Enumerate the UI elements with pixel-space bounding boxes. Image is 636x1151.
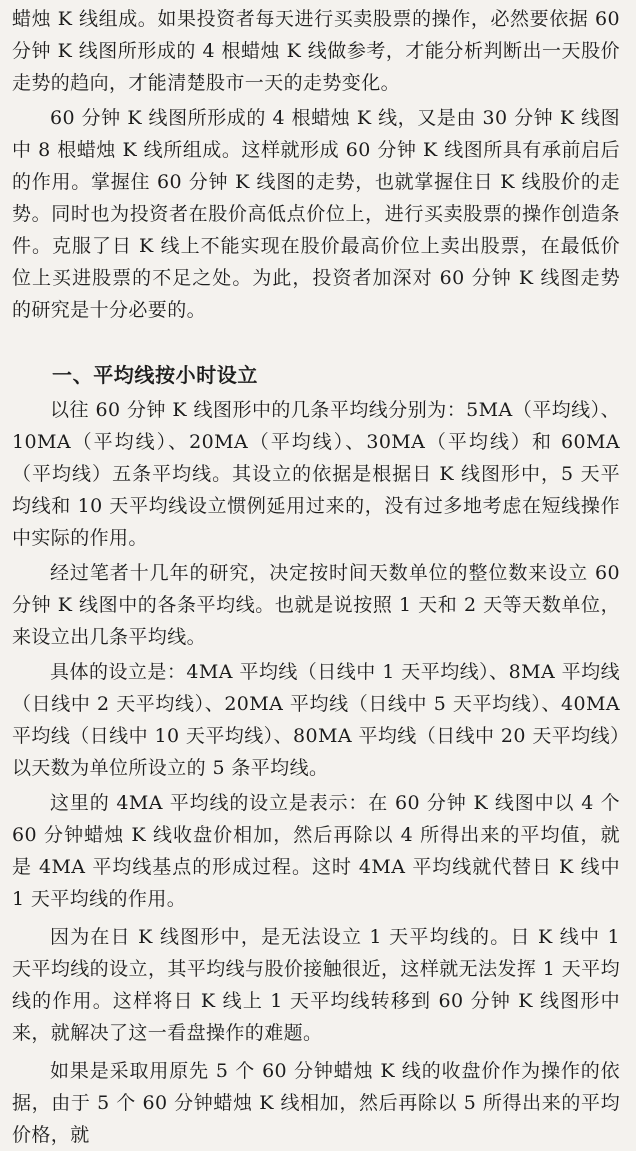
paragraph-2: 60 分钟 K 线图所形成的 4 根蜡烛 K 线，又是由 30 分钟 K 线图中 8 根蜡烛 K 线所组成。这样就形成 60 分钟 K 线图所具有承前启后的作用。掌握住 60 分钟 K 线图的走势，也就掌握住日 K 线股价的走势。同时也为投资者在股价高低点价位上，进行买卖股票的操作创造条件。克服了日 K 线上不能实现在股价最高价位上卖出股票，在最低价位上买进股票的不足之处。为此，投资者加深对 60 分钟 K 线图走势的研究是十分必要的。 [12, 107, 620, 321]
section-heading: 一、平均线按小时设立 [52, 363, 258, 387]
paragraph-7: 因为在日 K 线图形中，是无法设立 1 天平均线的。日 K 线中 1 天平均线的设立，其平均线与股价接触很近，这样就无法发挥 1 天平均线的作用。这样将日 K 线上 1 天平均线转移到 60 分钟 K 线图形中来，就解决了这一看盘操作的难题。 [12, 926, 620, 1044]
paragraph-8: 如果是采取用原先 5 个 60 分钟蜡烛 K 线的收盘价作为操作的依据，由于 5 个 60 分钟蜡烛 K 线相加，然后再除以 5 所得出来的平均价格，就 [12, 1060, 620, 1146]
paragraph-1: 蜡烛 K 线组成。如果投资者每天进行买卖股票的操作，必然要依据 60 分钟 K 线图所形成的 4 根蜡烛 K 线做参考，才能分析判断出一天股价走势的趋向，才能清楚股市一天的走势变化。 [12, 8, 620, 94]
section-spacer [12, 326, 620, 344]
paragraph-3: 以往 60 分钟 K 线图形中的几条平均线分别为：5MA（平均线）、10MA（平均线）、20MA（平均线）、30MA（平均线）和 60MA（平均线）五条平均线。其设立的依据是根据日 K 线图形中，5 天平均线和 10 天平均线设立惯例延用过来的，没有过多地考虑在短线操作中实际的作用。 [12, 399, 620, 549]
paragraph-6: 这里的 4MA 平均线的设立是表示：在 60 分钟 K 线图中以 4 个 60 分钟蜡烛 K 线收盘价相加，然后再除以 4 所得出来的平均值，就是 4MA 平均线基点的形成过程。这时 4MA 平均线就代替日 K 线中 1 天平均线的作用。 [12, 792, 620, 910]
paragraph-5: 具体的设立是：4MA 平均线（日线中 1 天平均线）、8MA 平均线（日线中 2 天平均线）、20MA 平均线（日线中 5 天平均线）、40MA 平均线（日线中 10 天平均线）、80MA 平均线（日线中 20 天平均线）以天数为单位所设立的 5 条平均线。 [12, 661, 620, 779]
paragraph-4: 经过笔者十几年的研究，决定按时间天数单位的整位数来设立 60 分钟 K 线图中的各条平均线。也就是说按照 1 天和 2 天等天数单位，来设立出几条平均线。 [12, 562, 620, 648]
